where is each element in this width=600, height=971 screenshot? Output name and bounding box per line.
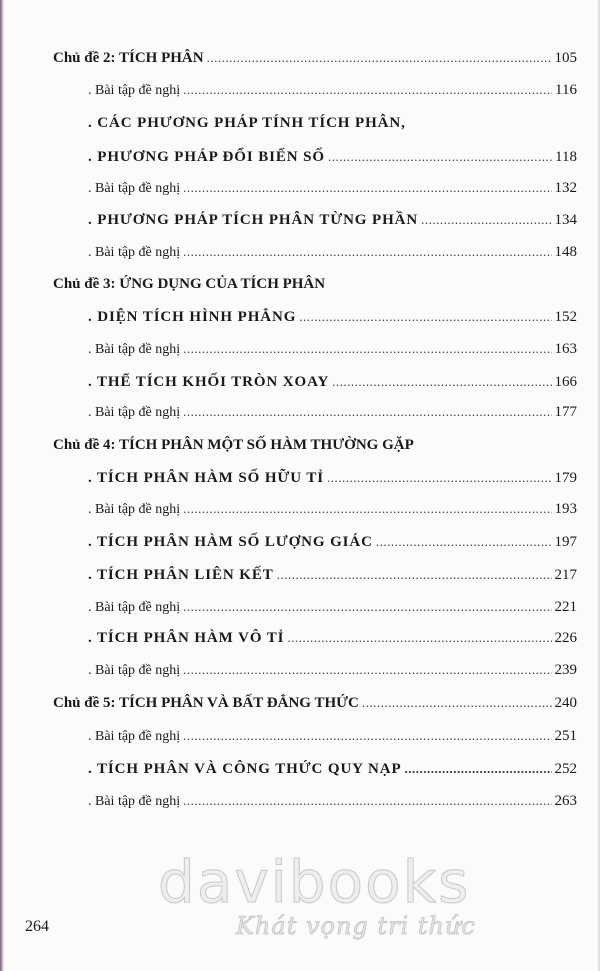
toc-entry-label: . TÍCH PHÂN HÀM SỐ LƯỢNG GIÁC — [88, 534, 373, 550]
dot-leader — [405, 760, 552, 778]
dot-leader — [183, 81, 552, 99]
toc-entry-page: 197 — [554, 534, 577, 550]
toc-entry-exercises[interactable] — [88, 179, 577, 198]
toc-entry-page: 105 — [554, 50, 577, 66]
dot-leader — [183, 792, 551, 810]
dot-leader — [277, 566, 552, 584]
toc-entry-exercises[interactable] — [88, 500, 577, 519]
toc-entry-page: 148 — [554, 244, 577, 260]
toc-entry-exercises[interactable] — [88, 403, 577, 422]
toc-entry-label: Chủ đề 3: ỨNG DỤNG CỦA TÍCH PHÂN — [53, 276, 326, 292]
toc-entry-page: 251 — [554, 728, 577, 744]
toc-entry-exercises[interactable] — [88, 727, 577, 746]
toc-entry-methods[interactable] — [88, 114, 577, 132]
dot-leader — [328, 148, 552, 166]
toc-entry-integration-by-parts[interactable] — [88, 211, 577, 229]
toc-entry-label: . THỂ TÍCH KHỐI TRÒN XOAY — [88, 374, 330, 390]
toc-entry-page: 177 — [554, 404, 577, 420]
toc-entry-label: . TÍCH PHÂN LIÊN KẾT — [88, 567, 274, 583]
page-number: 264 — [25, 918, 49, 935]
toc-entry-exercises[interactable] — [88, 340, 577, 359]
toc-entry-exercises[interactable] — [88, 243, 577, 262]
dot-leader — [183, 727, 551, 745]
toc-entry-label: . Bài tập đề nghị — [88, 663, 181, 678]
toc-entry-page: 239 — [554, 662, 577, 678]
toc-entry-label: . TÍCH PHÂN HÀM VÔ TỈ — [88, 630, 285, 646]
dot-leader — [183, 340, 551, 358]
toc-entry-label: . Bài tập đề nghị — [88, 342, 181, 357]
dot-leader — [362, 694, 552, 712]
toc-entry-exercises[interactable] — [88, 792, 577, 811]
toc-entry-page: 240 — [554, 695, 577, 711]
dot-leader — [327, 469, 552, 487]
toc-entry-rational[interactable] — [88, 469, 577, 487]
toc-entry-label: Chủ đề 4: TÍCH PHÂN MỘT SỐ HÀM THƯỜNG GẶP — [53, 437, 414, 453]
toc-entry-exercises[interactable] — [88, 661, 577, 680]
toc-entry-irrational[interactable] — [88, 629, 577, 647]
toc-entry-chapter-4[interactable] — [53, 436, 577, 454]
toc-entry-substitution[interactable] — [88, 148, 577, 166]
watermark-slogan: Khát vọng tri thức — [236, 912, 476, 940]
toc-entry-page: 252 — [554, 761, 577, 777]
toc-entry-chapter-2[interactable] — [53, 49, 577, 67]
dot-leader — [421, 211, 551, 229]
toc-entry-label: . PHƯƠNG PHÁP TÍCH PHÂN TỪNG PHẦN — [88, 212, 419, 228]
dot-leader — [183, 500, 551, 518]
toc-entry-label: . Bài tập đề nghị — [88, 794, 181, 809]
toc-entry-induction[interactable] — [88, 760, 577, 778]
toc-entry-chapter-5[interactable] — [53, 694, 577, 712]
dot-leader — [287, 629, 551, 647]
toc-entry-label: . Bài tập đề nghị — [88, 729, 181, 744]
dot-leader — [376, 533, 552, 551]
toc-entry-trigonometric[interactable] — [88, 533, 577, 551]
toc-entry-label: . CÁC PHƯƠNG PHÁP TÍNH TÍCH PHÂN, — [88, 115, 406, 131]
toc-entry-label: Chủ đề 2: TÍCH PHÂN — [53, 50, 204, 66]
toc-entry-page: 179 — [554, 470, 577, 486]
watermark-brand: davibooks — [158, 848, 471, 916]
dot-leader — [183, 243, 551, 261]
toc-entry-label: . Bài tập đề nghị — [88, 600, 181, 615]
toc-entry-label: . Bài tập đề nghị — [88, 83, 181, 98]
toc-entry-linked[interactable] — [88, 566, 577, 584]
toc-entry-page: 152 — [554, 309, 577, 325]
toc-entry-page: 263 — [554, 793, 577, 809]
toc-entry-label: . DIỆN TÍCH HÌNH PHẲNG — [88, 309, 297, 325]
toc-entry-exercises[interactable] — [88, 81, 577, 100]
toc-entry-page: 217 — [554, 567, 577, 583]
dot-leader — [183, 179, 551, 197]
dot-leader — [183, 661, 551, 679]
page-edge-shadow — [0, 0, 4, 971]
toc-entry-page: 116 — [555, 82, 577, 98]
toc-entry-page: 132 — [554, 180, 577, 196]
dot-leader — [183, 403, 551, 421]
toc-entry-label: . Bài tập đề nghị — [88, 502, 181, 517]
toc-entry-page: 193 — [554, 501, 577, 517]
toc-entry-label: Chủ đề 5: TÍCH PHÂN VÀ BẤT ĐẲNG THỨC — [53, 695, 359, 711]
toc-entry-chapter-3[interactable] — [53, 275, 577, 293]
toc-entry-label: . PHƯƠNG PHÁP ĐỔI BIẾN SỐ — [88, 149, 325, 165]
toc-entry-page: 221 — [554, 599, 577, 615]
toc-entry-label: . TÍCH PHÂN HÀM SỐ HỮU TỈ — [88, 470, 324, 486]
dot-leader — [183, 598, 551, 616]
toc-entry-exercises[interactable] — [88, 598, 577, 617]
dot-leader — [207, 49, 552, 67]
toc-entry-label: . Bài tập đề nghị — [88, 405, 181, 420]
toc-entry-area[interactable] — [88, 308, 577, 326]
toc-entry-label: . TÍCH PHÂN VÀ CÔNG THỨC QUY NẠP — [88, 761, 402, 777]
toc-entry-label: . Bài tập đề nghị — [88, 181, 181, 196]
toc-entry-page: 226 — [554, 630, 577, 646]
dot-leader — [332, 373, 551, 391]
toc-entry-label: . Bài tập đề nghị — [88, 245, 181, 260]
toc-entry-page: 163 — [554, 341, 577, 357]
toc-entry-page: 166 — [554, 374, 577, 390]
toc-entry-page: 118 — [555, 149, 577, 165]
dot-leader — [299, 308, 551, 326]
toc-entry-page: 134 — [554, 212, 577, 228]
toc-entry-volume[interactable] — [88, 373, 577, 391]
